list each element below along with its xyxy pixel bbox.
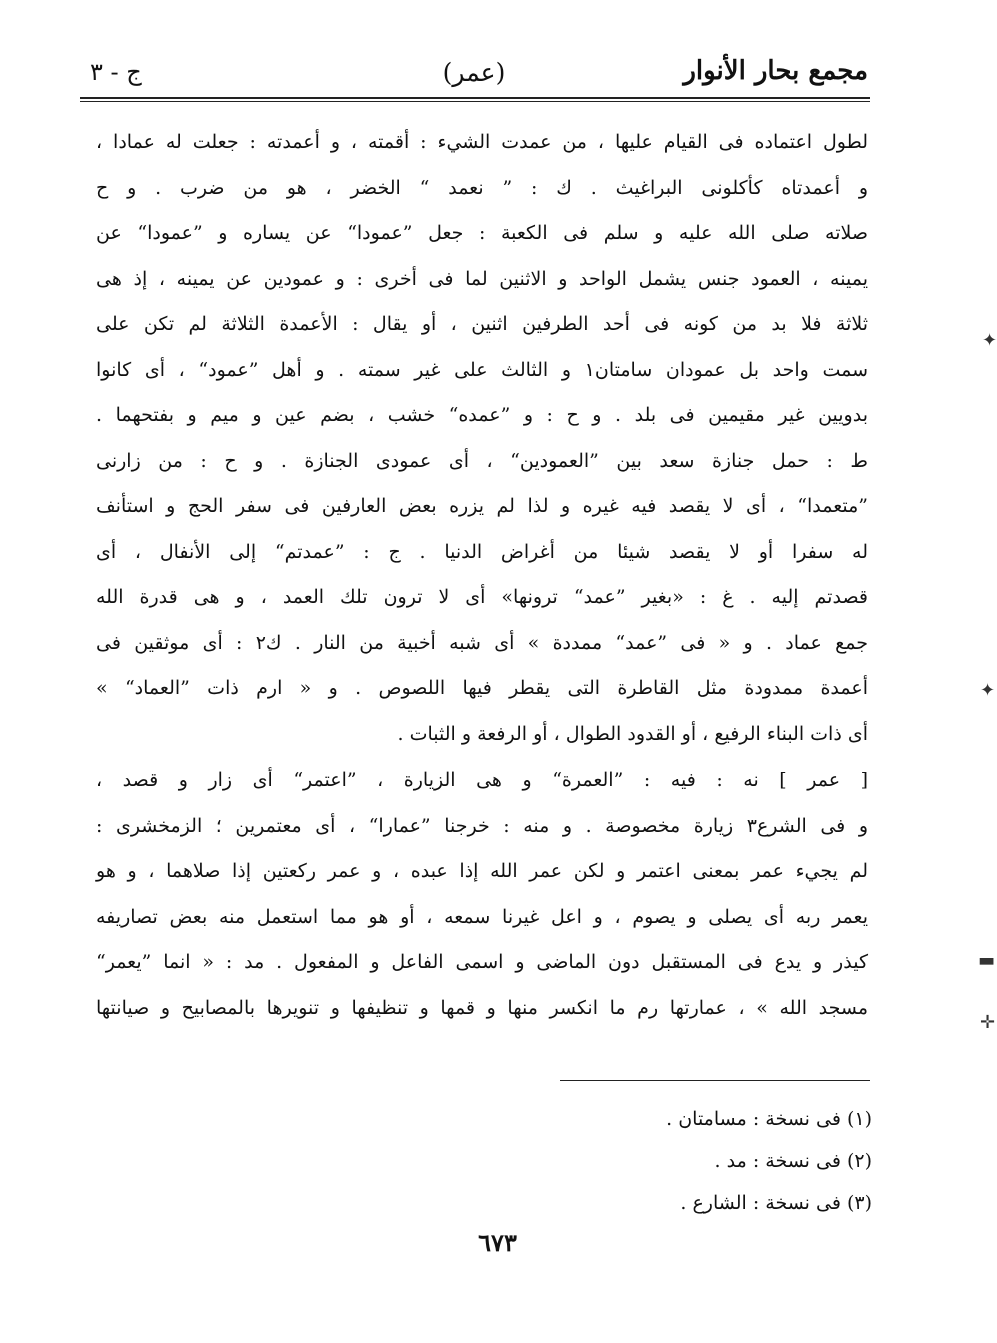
text-line: صلاته صلى الله عليه و سلم فى الكعبة : جعل ”عمودا“ عن يساره و ”عمودا“ عن: [96, 222, 868, 244]
text-line: مسجد الله » ، عمارتها رم ما انكسر منها و قمها و تنظيفها و تنويرها بالمصابيح و صيانتها: [96, 996, 868, 1019]
text-line: لطول اعتماده فى القيام عليها ، من عمدت الشيء : أقمته ، و أعمدته : جعلت له عمادا ،: [96, 131, 868, 153]
text-line: له سفرا أو لا يقصد شيئا من أغراض الدنيا . ج : ”عمدتم“ إلى الأنفال ، أى: [96, 540, 868, 563]
text-line: جمع عماد . و « فى ”عمد“ ممددة » أى شبه أخبية من النار . ك٢ : أى موثقين فى: [96, 631, 869, 654]
margin-mark: ✦: [982, 330, 997, 351]
footnote-rule: [560, 1080, 870, 1081]
text-line: يعمر ربه أى يصلى و يصوم ، و اعل غيرنا سمعه ، أو هو مما استعمل منه بعض تصاريفه: [96, 905, 868, 928]
text-line: و فى الشرع٣ زيارة مخصوصة . و منه : خرجنا ”عمارا“ ، أى معتمرين ؛ الزمخشرى :: [96, 814, 868, 837]
header-rule-thin: [80, 101, 870, 102]
footnote: (٣) فى نسخة : الشارع .: [680, 1192, 872, 1214]
margin-mark: ✦: [980, 680, 996, 701]
text-line: بدويين غير مقيمين فى بلد . و ح : و ”عمده“ خشب ، بضم عين و ميم و بفتحهما .: [96, 404, 868, 426]
margin-mark: ▬: [978, 950, 996, 971]
page-number: ٦٧٣: [478, 1228, 517, 1257]
running-header: [80, 50, 868, 98]
footnotes: [520, 1098, 872, 1224]
text-line: و أعمدتاه كأكلونى البراغيث . ك : ” نعمد “ الخضر ، هو من ضرب . و ح: [96, 176, 868, 199]
text-line: كيذر و يدع فى المستقبل دون الماضى و اسمى الفاعل و المفعول . مد : « انما ”يعمر“: [96, 951, 868, 973]
text-line: يمينه ، العمود جنس يشمل الواحد و الاثنين لما فى أخرى : و عمودين عن يمينه ، إذ هى: [96, 267, 868, 290]
text-line: قصدتم إليه . غ : «بغير ”عمد“ ترونها» أى لا ترون تلك العمد ، و هى قدرة الله: [96, 586, 868, 608]
text-line: ثلاثة فلا بد من كونه فى أحد الطرفين اثنين ، أو يقال : الأعمدة الثلاثة لم تكن على: [96, 313, 868, 335]
text-line: ”متعمدا“ ، أى لا يقصد فيه غيره و لذا لم يزره بعض العارفين فى سفر الحج و استأنف: [96, 495, 868, 517]
volume-label: ج - ٣: [90, 58, 142, 86]
text-line: لم يجيء عمر بمعنى اعتمر و لكن عمر الله إذا عبده ، و عمر ركعتين إذا صلاهما ، و هو: [96, 860, 868, 882]
text-line: أى ذات البناء الرفيع ، أو القدود الطوال ، أو الرفعة و الثبات .: [397, 722, 868, 745]
book-title: مجمع بحار الأنوار: [683, 56, 868, 86]
text-line: أعمدة ممدودة مثل القاطرة التى يقطر فيها اللصوص . و « ارم ذات ”العماد“ »: [96, 677, 868, 699]
footnote: (١) فى نسخة : مسامتان .: [666, 1108, 872, 1130]
header-rule: [80, 97, 870, 99]
text-line: سمت واحد بل عمودان سامتان١ و الثالث على غير سمته . و أهل ”عمود“ ، أى كانوا: [96, 358, 868, 381]
main-text: [96, 120, 868, 1031]
entry-start-line: [ عمر ] نه : فيه : ”العمرة“ و هى الزيارة ، ”اعتمر“ أى زار و قصد ،: [96, 769, 868, 791]
margin-mark: ✛: [980, 1012, 996, 1033]
entry-heading: (عمر): [442, 58, 506, 87]
text-line: ط : حمل جنازة سعد بين ”العمودين“ ، أى عمودى الجنازة . و ح : من زارنى: [96, 449, 868, 472]
footnote: (٢) فى نسخة : مد .: [714, 1150, 872, 1172]
